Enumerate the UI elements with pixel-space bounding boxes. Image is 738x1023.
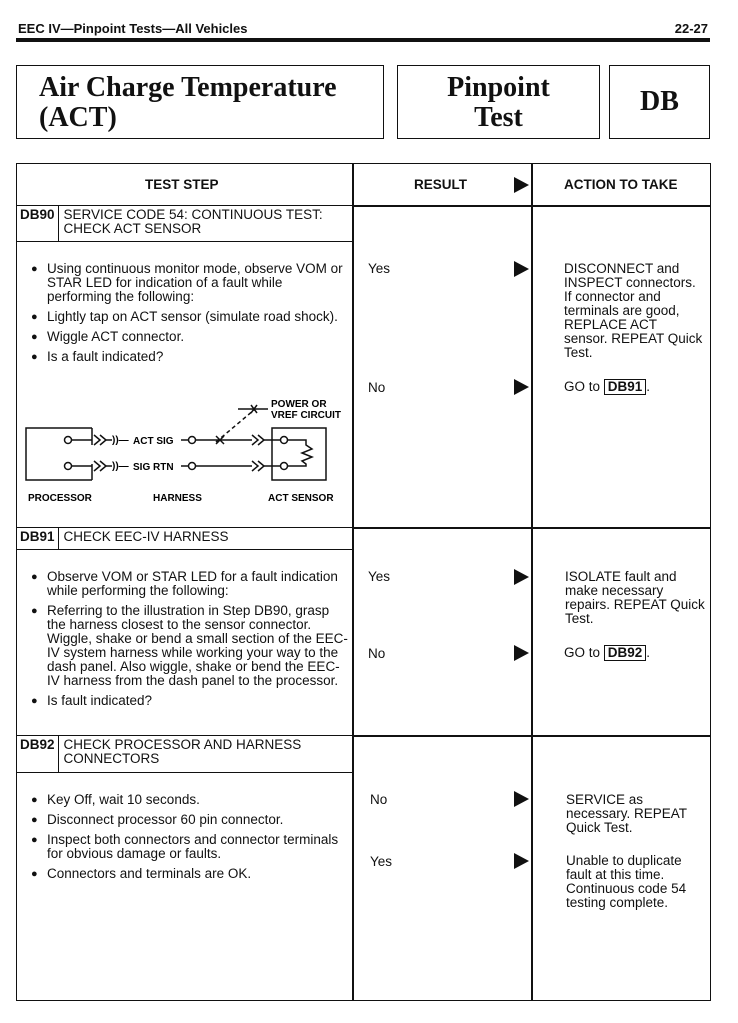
power-label: POWER OR [271, 399, 327, 410]
list-item: ● Wiggle ACT connector. [30, 330, 346, 344]
arrow-icon [514, 569, 529, 585]
list-item: ● Is a fault indicated? [30, 350, 346, 364]
goto-suffix: . [646, 645, 651, 660]
goto-suffix: . [646, 379, 651, 394]
goto-label: GO to [564, 379, 601, 394]
action-text: Unable to duplicate fault at this time. Continuous code 54 testing complete. [566, 853, 687, 910]
vref-label: VREF CIRCUIT [271, 410, 341, 421]
result-yes: Yes [370, 854, 393, 869]
act-sensor-label: ACT SENSOR [268, 493, 334, 504]
section-header: EEC IV—Pinpoint Tests—All Vehicles [18, 21, 248, 36]
action-goto [564, 645, 650, 661]
action-goto [564, 379, 650, 395]
page-number: 22-27 [674, 21, 708, 36]
step-title [59, 206, 328, 241]
step-title-line: CHECK PROCESSOR AND HARNESS [63, 737, 302, 752]
column-header-action: ACTION TO TAKE [564, 177, 678, 192]
step-db91-instructions [30, 570, 348, 714]
result-no: No [368, 380, 386, 395]
step-title: CHECK EEC-IV HARNESS [63, 529, 229, 544]
list-item: ● Using continuous monitor mode, observe VOM or STAR LED for indication of a fault while performing the following: [30, 262, 346, 304]
action-text: DISCONNECT and INSPECT connectors. If connector and terminals are good, REPLACE ACT sensor. REPEAT Quick Test. [564, 261, 703, 360]
act-wiring-diagram [16, 395, 352, 510]
list-item: ● Connectors and terminals are OK. [30, 867, 348, 881]
pinpoint-test-box [397, 65, 600, 139]
harness-label: HARNESS [153, 493, 202, 504]
column-header-test-step: TEST STEP [145, 177, 219, 192]
list-item: ● Key Off, wait 10 seconds. [30, 793, 348, 807]
column-header-result: RESULT [414, 177, 467, 192]
list-item: ● Referring to the illustration in Step DB90, grasp the harness closest to the sensor connector. Wiggle, shake or bend a small section of the EEC-IV system harness while working your way to the dash panel. Also wiggle, shake or bend the EEC-IV harness from the dash panel to the processor. [30, 604, 348, 688]
list-item: ● Lightly tap on ACT sensor (simulate road shock). [30, 310, 346, 324]
result-yes: Yes [368, 569, 391, 584]
harness-connector-glyph: ))— [112, 461, 129, 472]
result-yes: Yes [368, 261, 391, 276]
step-title-line: CHECK ACT SENSOR [63, 221, 202, 236]
step-title-line: CONNECTORS [63, 751, 160, 766]
list-item: ● Observe VOM or STAR LED for a fault indication while performing the following: [30, 570, 348, 598]
step-header-db91 [16, 527, 353, 550]
test-title-box [16, 65, 384, 139]
step-reference: DB92 [604, 645, 647, 661]
arrow-icon [514, 791, 529, 807]
step-id: DB90 [17, 206, 59, 241]
column-divider-1 [352, 163, 354, 1001]
list-item: ● Is fault indicated? [30, 694, 348, 708]
list-item: ● Disconnect processor 60 pin connector. [30, 813, 348, 827]
step-header-db90 [16, 205, 353, 242]
harness-connector-glyph: ))— [112, 435, 129, 446]
goto-label: GO to [564, 645, 601, 660]
arrow-icon [514, 645, 529, 661]
test-title-line1: Air Charge Temperature [39, 72, 337, 103]
pinpoint-line: Pinpoint [447, 72, 550, 103]
result-no: No [368, 646, 386, 661]
column-divider-2 [531, 163, 533, 1001]
step-id: DB92 [17, 736, 59, 772]
arrow-icon [514, 261, 529, 277]
step-header-db92 [16, 735, 353, 773]
test-code-box [609, 65, 710, 139]
test-code: DB [640, 86, 679, 117]
result-no: No [370, 792, 388, 807]
step-id: DB91 [17, 528, 59, 549]
arrow-icon [514, 379, 529, 395]
action-text: ISOLATE fault and make necessary repairs. REPEAT Quick Test. [565, 569, 705, 626]
step-reference: DB91 [604, 379, 647, 395]
processor-label: PROCESSOR [28, 493, 92, 504]
step-db90-instructions [30, 262, 346, 370]
action-text: SERVICE as necessary. REPEAT Quick Test. [566, 792, 687, 835]
step-title [59, 736, 307, 772]
list-item: ● Inspect both connectors and connector terminals for obvious damage or faults. [30, 833, 348, 861]
test-line: Test [474, 102, 523, 133]
arrow-icon [514, 177, 529, 193]
test-title-line2: (ACT) [39, 102, 117, 133]
step-title-line: SERVICE CODE 54: CONTINUOUS TEST: [63, 207, 323, 222]
sig-rtn-label: SIG RTN [133, 462, 174, 473]
act-sig-label: ACT SIG [133, 436, 174, 447]
step-db92-instructions [30, 793, 348, 887]
header-rule [16, 38, 710, 42]
arrow-icon [514, 853, 529, 869]
